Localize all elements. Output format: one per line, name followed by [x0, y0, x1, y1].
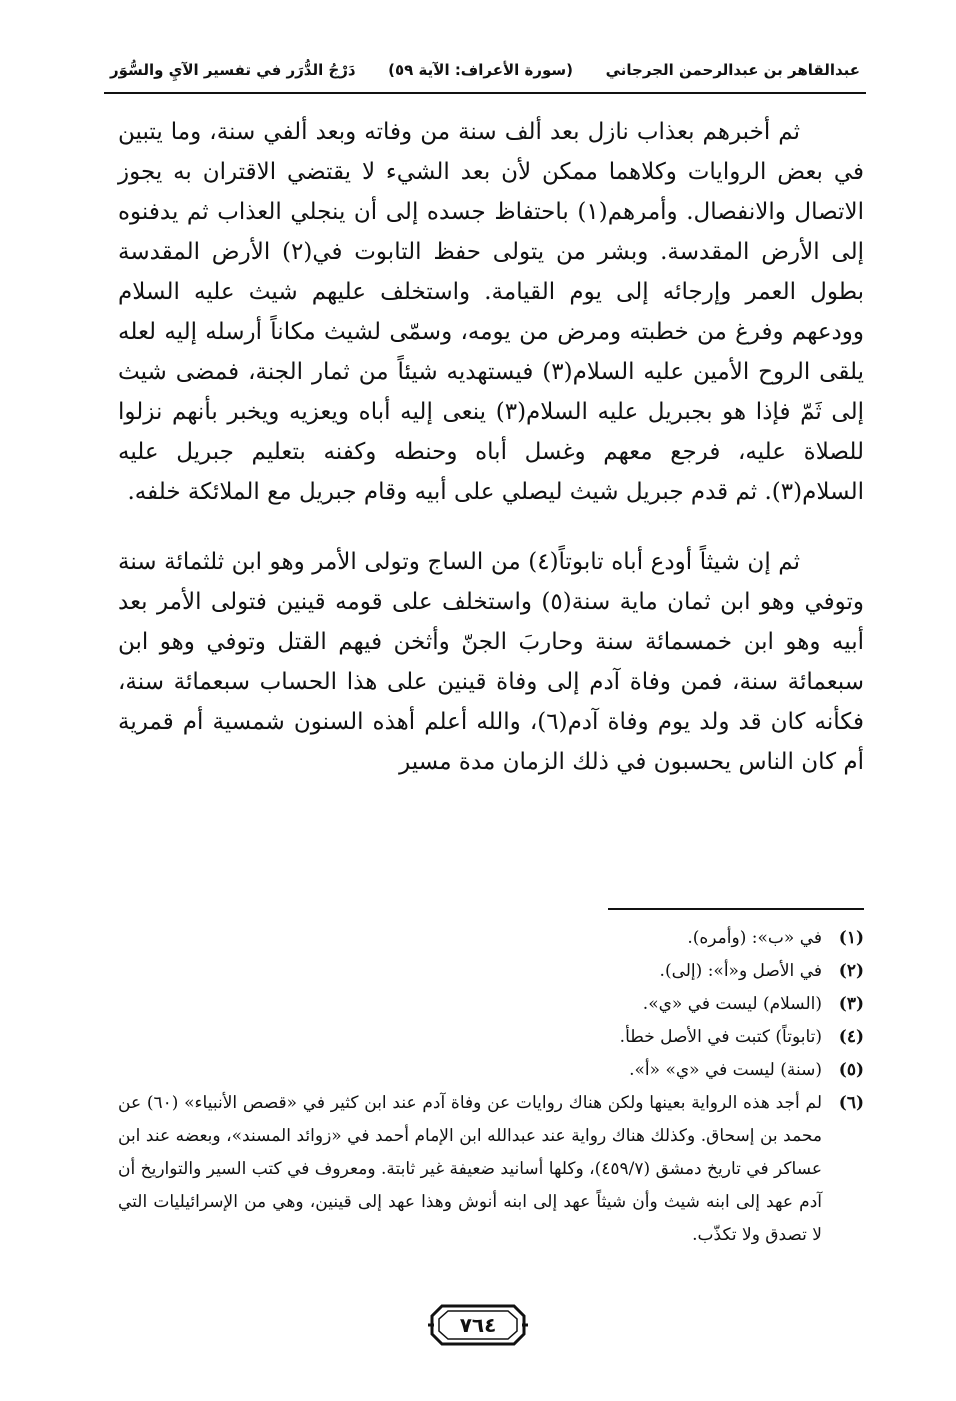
header-surah-reference: (سورة الأعراف: الآية ٥٩) [388, 61, 573, 79]
footnote-number: (٥) [838, 1060, 864, 1080]
footnote-separator [608, 908, 864, 910]
footnote-item [118, 1087, 864, 1252]
footnote-item [118, 955, 864, 988]
footnote-text: (تابوتاً) كتبت في الأصل خطأ. [619, 1027, 822, 1047]
header-author: عبدالقاهر بن عبدالرحمن الجرجاني [605, 61, 860, 79]
header-rule [104, 92, 866, 94]
footnote-text: (السلام) ليست في «ي». [642, 994, 822, 1014]
main-text [118, 112, 864, 782]
footnote-number: (٤) [838, 1027, 864, 1047]
footnote-item [118, 922, 864, 955]
body-paragraph: ثم أخبرهم بعذاب نازل بعد ألف سنة من وفاته وبعد ألفي سنة، وما يتبين في بعض الروايات وكلاهما ممكن لأن بعد الشيء لا يقتضي الاقتران به يجوز الاتصال والانفصال. وأمرهم(١) باحتفاظ جسده إلى أن ينجلي العذاب ثم يدفنوه إلى الأرض المقدسة. وبشر من يتولى حفظ التابوت في(٢) الأرض المقدسة بطول العمر وإرجائه إلى يوم القيامة. واستخلف عليهم شيث عليه السلام وودعهم وفرغ من خطبته ومرض من يومه، وسمّى لشيث مكاناً أرسله إليه لعله يلقى الروح الأمين عليه السلام(٣) فيستهديه شيئاً من ثمار الجنة، فمضى شيث إلى ثَمّ فإذا هو بجبريل عليه السلام(٣) ينعى إليه أباه ويعزيه ويخبر بأنهم نزلوا للصلاة عليه، فرجع معهم وغسل أباه وحنطه وكفنه بتعليم جبريل عليه السلام(٣). ثم قدم جبريل شيث ليصلي على أبيه وقام جبريل مع الملائكة خلفه. [118, 119, 864, 505]
footnote-text: (سنة) ليست في «ي» «أ». [629, 1060, 822, 1080]
footnote-number: (١) [838, 928, 864, 948]
footnote-item [118, 1021, 864, 1054]
footnote-number: (٣) [838, 994, 864, 1014]
footnote-number: (٦) [838, 1093, 864, 1113]
page-number-ornament [428, 1302, 528, 1348]
footnote-number: (٢) [838, 961, 864, 981]
body-paragraph: ثم إن شيثاً أودع أباه تابوتاً(٤) من الساج وتولى الأمر وهو ابن ثلثمائة سنة وتوفي وهو ابن ثمان ماية سنة(٥) واستخلف على قومه قينين فتولى الأمر بعد أبيه وهو ابن خمسمائة سنة وحاربَ الجنّ وأثخن فيهم القتل وتوفي وهو ابن سبعمائة سنة، فمن وفاة آدم إلى وفاة قينين على هذا الحساب سبعمائة سنة، فكأنه كان قد ولد يوم وفاة آدم(٦)، والله أعلم أهذه السنون شمسية أم قمرية أم كان الناس يحسبون في ذلك الزمان مدة مسير [118, 549, 865, 775]
page-number: ٧٦٤ [459, 1313, 497, 1337]
footnotes [118, 922, 864, 1252]
footnote-text: لم أجد هذه الرواية بعينها ولكن هناك روايات عن وفاة آدم عند ابن كثير في «قصص الأنبياء» (٦٠) عن محمد بن إسحاق. وكذلك هناك رواية عند عبدالله ابن الإمام أحمد في «زوائد المسند»، وبعضه عند ابن عساكر في تاريخ دمشق (٤٥٩/٧)، وكلها أسانيد ضعيفة غير ثابتة. ومعروف في كتب السير والتواريخ أن آدم عهد إلى ابنه شيث وأن شيثاً عهد إلى ابنه أنوش وهذا عهد إلى قينين، وهي من الإسرائيليات التي لا تصدق ولا تكذّب. [118, 1093, 822, 1245]
header-book-title: دَرْجُ الدُّرَر في تفسير الآيِ والسُّوَر [110, 61, 356, 79]
running-header [110, 56, 860, 84]
footnote-item [118, 1054, 864, 1087]
footnote-item [118, 988, 864, 1021]
footnote-text: في «ب»: (وأمره). [687, 928, 822, 948]
footnote-text: في الأصل و«أ»: (إلى). [659, 961, 822, 981]
